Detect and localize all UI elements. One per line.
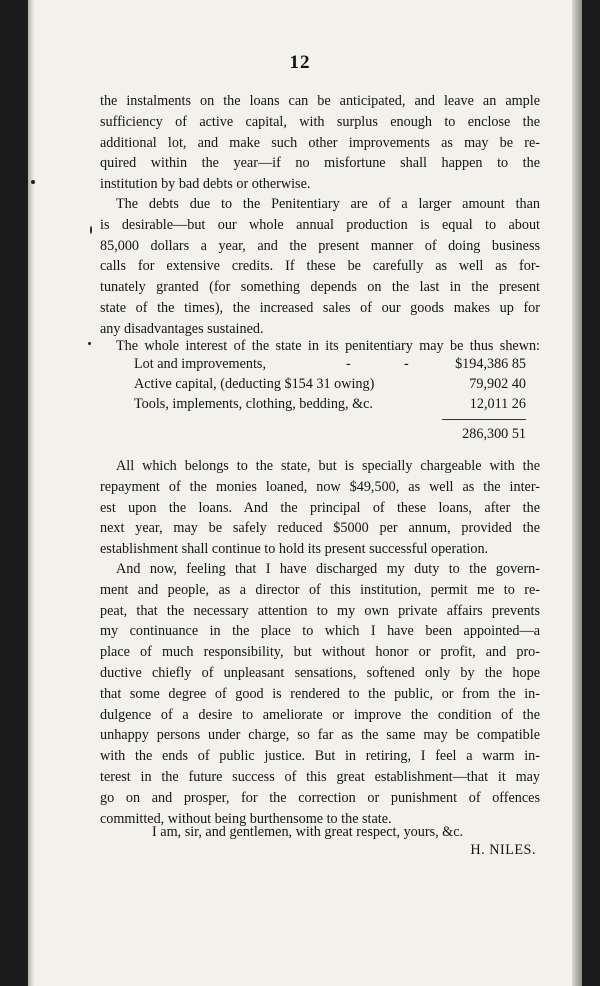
ledger-label: Active capital, (deducting $154 31 owing)	[134, 376, 375, 392]
text-line: institution by bad debts or otherwise.	[100, 176, 311, 193]
text-line: additional lot, and make such other improvements as may be re-	[100, 134, 540, 151]
total-rule	[442, 419, 526, 420]
paragraph-instalments	[100, 91, 540, 195]
scan-speck	[88, 342, 91, 345]
ledger-intro	[100, 336, 540, 357]
text-line: committed, without being burthensome to the state.	[100, 810, 392, 827]
ledger-row	[134, 376, 526, 397]
closing-line	[100, 822, 540, 843]
text-line: All which belongs to the state, but is specially chargeable with the	[116, 458, 540, 474]
text-line: go on and prosper, for the correction or punishment of offences	[100, 789, 540, 806]
text-line: ductive chiefly of unpleasant sensations, softened only by the hope	[100, 664, 540, 681]
text-line: sufficiency of active capital, with surplus enough to enclose the	[100, 113, 540, 130]
ledger-row	[134, 356, 526, 377]
text-line: 85,000 dollars a year, and the present manner of doing business	[100, 237, 540, 254]
text-line: The debts due to the Penitentiary are of a larger amount than	[116, 196, 540, 212]
text-line: est upon the loans. And the principal of these loans, after the	[100, 499, 540, 516]
text-line: with the ends of public justice. But in retiring, I feel a warm in-	[100, 748, 540, 765]
text-line: ment and people, as a director of this institution, permit me to re-	[100, 581, 540, 598]
text-line: establishment shall continue to hold its present successful operation.	[100, 541, 489, 558]
page-edge-right	[572, 0, 582, 986]
ledger-label: Lot and improvements,	[134, 356, 266, 372]
text-line: place of much responsibility, but without honor or profit, and pro-	[100, 644, 540, 661]
text-line: calls for extensive credits. If these be carefully as well as for-	[100, 258, 540, 275]
ledger-dash: -	[404, 356, 409, 372]
text-line: repayment of the monies loaned, now $49,500, as well as the inter-	[100, 478, 540, 495]
paragraph-state-belongs	[100, 456, 540, 560]
ledger-amount: 79,902 40	[469, 376, 526, 392]
ledger-dash: -	[346, 356, 351, 372]
ledger-amount: $194,386 85	[455, 356, 526, 372]
text-line: I am, sir, and gentlemen, with great respect, yours, &c.	[152, 824, 464, 840]
text-line: And now, feeling that I have discharged my duty to the govern-	[116, 561, 540, 577]
text-line: dulgence of a desire to ameliorate or improve the condition of the	[100, 706, 540, 723]
text-line: next year, may be safely reduced $5000 per annum, provided the	[100, 520, 540, 537]
text-line: my continuance in the place to which I have been appointed—a	[100, 623, 540, 640]
page-edge-left	[28, 0, 34, 986]
ledger-total: 286,300 51	[462, 426, 526, 442]
paragraph-retiring	[100, 559, 540, 829]
text-line: terest in the future success of this great establishment—that it may	[100, 768, 540, 785]
text-line: state of the times), the increased sales of our goods makes up for	[100, 299, 540, 316]
ledger-row	[134, 396, 526, 417]
ledger-label: Tools, implements, clothing, bedding, &c.	[134, 396, 373, 412]
page-number: 12	[289, 52, 311, 73]
text-line: quired within the year—if no misfortune shall happen to the	[100, 155, 540, 172]
text-line: unhappy persons under charge, so far as the same may be compatible	[100, 727, 540, 744]
text-line: The whole interest of the state in its penitentiary may be thus shewn:	[116, 338, 540, 354]
text-line: that some degree of good is rendered to the public, or from the in-	[100, 685, 540, 702]
ledger-amount: 12,011 26	[469, 396, 526, 412]
text-line: is desirable—but our whole annual production is equal to about	[100, 216, 540, 233]
signature: H. NILES.	[470, 842, 536, 858]
paragraph-debts	[100, 194, 540, 340]
scan-speck	[90, 226, 92, 234]
text-line: the instalments on the loans can be anticipated, and leave an ample	[100, 93, 540, 109]
text-line: peat, that the necessary attention to my own private affairs prevents	[100, 602, 540, 619]
text-line: any disadvantages sustained.	[100, 320, 264, 337]
scan-speck	[31, 180, 35, 184]
text-line: tunately granted (for something depends on the last in the present	[100, 279, 540, 296]
